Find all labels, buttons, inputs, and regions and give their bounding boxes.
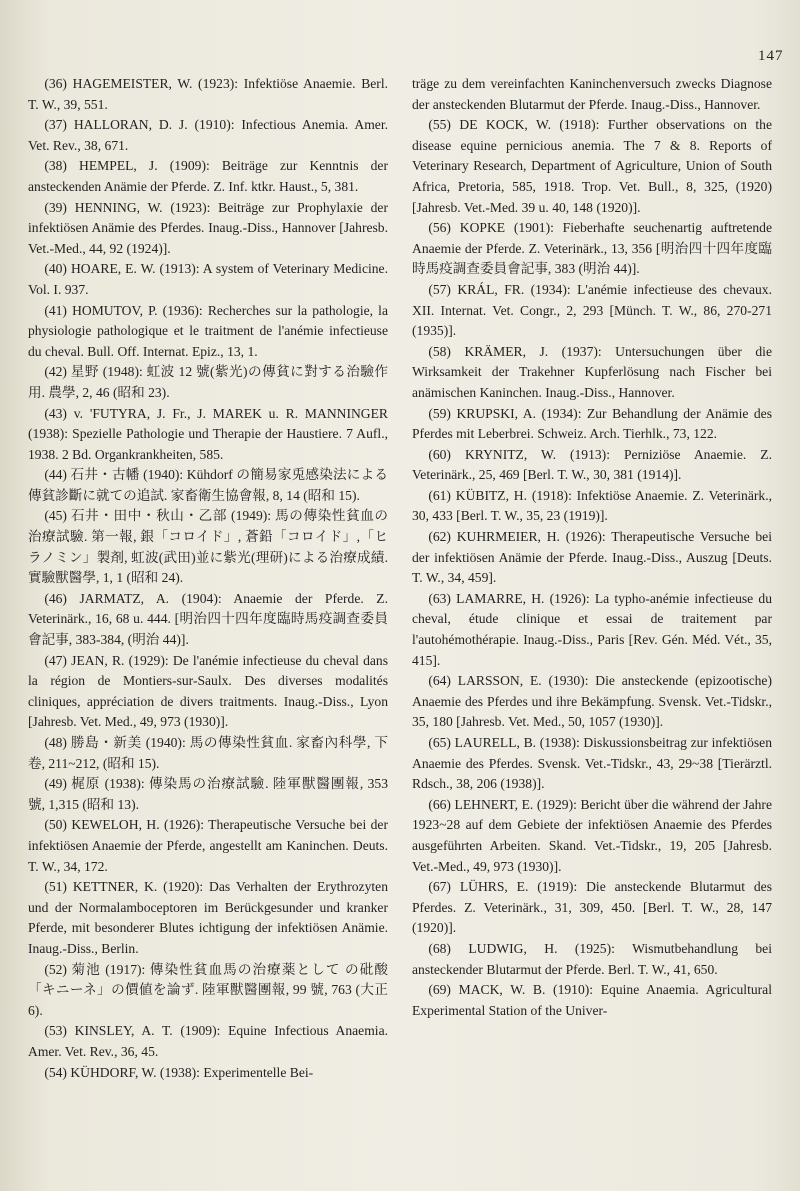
reference-67: (67) LÜHRS, E. (1919): Die ansteckende Blutarmut des Pferdes. Z. Veterinärk., 31, 309, 450. [Berl. T. W., 28, 147 (1920)].: [412, 879, 772, 936]
reference-50: (50) KEWELOH, H. (1926): Therapeutische Versuche bei der infektiösen Anaemie der Pferde, angestellt am Kaninchen. Deuts. T. W., 34, 172.: [28, 817, 388, 874]
reference-47: (47) JEAN, R. (1929): De l'anémie infectieuse du cheval dans la région de Montiers-sur-Saulx. Des diverses modalités cliniques, appréciation de divers traitments. Inaug.-Diss., Lyon [Jahresb. Vet. Med., 49, 973 (1930)].: [28, 652, 388, 730]
reference-54: (54) KÜHDORF, W. (1938): Experimentelle Bei-: [44, 1064, 314, 1080]
reference-59: (59) KRUPSKI, A. (1934): Zur Behandlung der Anämie des Pferdes mit Leberbrei. Schweiz. Arch. Tierhlk., 73, 122.: [412, 405, 772, 442]
reference-45: (45) 石井・田中・秋山・乙部 (1949): 馬の傳染性貧血の治療試驗. 第一報, 銀「コロイド」, 蒼鉛「コロイド」,「ヒラノミン」製剤, 虹波(武田)並に紫光(理研)による治療成績. 實驗獸醫學, 1, 1 (昭和 24).: [28, 508, 388, 586]
reference-36: (36) HAGEMEISTER, W. (1923): Infektiöse Anaemie. Berl. T. W., 39, 551.: [28, 76, 388, 112]
reference-46: (46) JARMATZ, A. (1904): Anaemie der Pferde. Z. Veterinärk., 16, 68 u. 444. [明治四十四年度臨時馬疫調查委員會記事, 383-384, (明治 44)].: [28, 590, 388, 648]
reference-42: (42) 星野 (1948): 虹波 12 號(紫光)の傳貧に對する治驗作用. 農學, 2, 46 (昭和 23).: [28, 364, 388, 400]
reference-52: (52) 菊池 (1917): 傳染性貧血馬の治療薬として の砒酸「キニーネ」の價値を論ず. 陸軍獸醫團報, 99 號, 763 (大正 6).: [28, 961, 388, 1018]
reference-66: (66) LEHNERT, E. (1929): Bericht über die während der Jahre 1923~28 auf dem Gebiete der infektiösen Anaemie des Pferdes ausgeführten Arbeiten. Skand. Vet.-Tidskr., 19, 205 [Jahresb. Vet.-Med., 49, 973 (1930)].: [412, 796, 772, 874]
right-column: [412, 74, 772, 1021]
reference-63: (63) LAMARRE, H. (1926): La typho-anémie infectieuse du cheval, étude clinique et essai de traitement par l'autohémothérapie. Inaug.-Diss., Paris [Rev. Gén. Méd. Vét., 35, 415].: [412, 590, 772, 668]
reference-65: (65) LAURELL, B. (1938): Diskussionsbeitrag zur infektiösen Anaemie des Pferdes. Svensk. Vet.-Tidskr., 43, 29~38 [Tierärztl. Rdsch., 38, 206 (1938)].: [412, 735, 772, 792]
reference-69: (69) MACK, W. B. (1910): Equine Anaemia. Agricultural Experimental Station of the Univer-: [412, 982, 772, 1018]
reference-62: (62) KUHRMEIER, H. (1926): Therapeutische Versuche bei der infektiösen Anämie der Pferde. Inaug.-Diss., Auszug [Deuts. T. W., 34, 459].: [412, 529, 772, 586]
reference-37: (37) HALLORAN, D. J. (1910): Infectious Anemia. Amer. Vet. Rev., 38, 671.: [28, 117, 388, 153]
reference-48: (48) 勝島・新美 (1940): 馬の傳染性貧血. 家畜內科學, 下卷, 211~212, (昭和 15).: [28, 735, 388, 771]
reference-40: (40) HOARE, E. W. (1913): A system of Veterinary Medicine. Vol. I. 937.: [28, 261, 388, 297]
reference-38: (38) HEMPEL, J. (1909): Beiträge zur Kenntnis der ansteckenden Anämie der Pferde. Z. Inf. ktkr. Haust., 5, 381.: [28, 158, 388, 194]
reference-41: (41) HOMUTOV, P. (1936): Recherches sur la pathologie, la physiologie pathologique et le traitment de l'anémie infectieuse du cheval. Bull. Off. Internat. Epiz., 13, 1.: [28, 302, 388, 359]
reference-44: (44) 石井・古幡 (1940): Kühdorf の簡易家兎感染法による傳貧診斷に就ての追試. 家畜衛生協會報, 8, 14 (昭和 15).: [28, 467, 388, 503]
reference-55: (55) DE KOCK, W. (1918): Further observations on the disease equine pernicious anemia. The 7 & 8. Reports of Veterinary Research, Department of Agriculture, Union of South Africa, Pretoria, 585, 1918. Trop. Vet. Bull., 8, 325, (1920) [Jahresb. Vet.-Med. 39 u. 40, 148 (1920)].: [412, 117, 772, 215]
reference-51: (51) KETTNER, K. (1920): Das Verhalten der Erythrozyten und der Normalamboceptoren im Berückgesunder und kranker Pferde, mit besonderer Blutes ichtigung der infektiösen Anämie. Inaug.-Diss., Berlin.: [28, 879, 388, 956]
reference-68: (68) LUDWIG, H. (1925): Wismutbehandlung bei ansteckender Blutarmut der Pferde. Berl. T. W., 41, 650.: [412, 940, 772, 977]
reference-53: (53) KINSLEY, A. T. (1909): Equine Infectious Anaemia. Amer. Vet. Rev., 36, 45.: [28, 1023, 388, 1059]
reference-49: (49) 梶原 (1938): 傳染馬の治療試驗. 陸軍獸醫團報, 353 號, 1,315 (昭和 13).: [28, 776, 388, 812]
reference-56: (56) KOPKE (1901): Fieberhafte seuchenartig auftretende Anaemie der Pferde. Z. Veterinärk., 13, 356 [明治四十四年度臨時馬疫調查委員會記事, 383 (明治 44)].: [412, 220, 772, 277]
reference-60: (60) KRYNITZ, W. (1913): Perniziöse Anaemie. Z. Veterinärk., 25, 469 [Berl. T. W., 30, 381 (1914)].: [412, 446, 772, 483]
page-number: 147: [758, 48, 784, 64]
reference-64: (64) LARSSON, E. (1930): Die ansteckende (epizootische) Anaemie des Pferdes und ihre Bekämpfung. Svensk. Vet.-Tidskr., 35, 180 [Jahresb. Vet. Med., 50, 1057 (1930)].: [412, 673, 772, 730]
reference-43: (43) v. 'FUTYRA, J. Fr., J. MAREK u. R. MANNINGER (1938): Spezielle Pathologie und Therapie der Haustiere. 7 Aufl., 1938. 2 Bd. Organkrankheiten, 585.: [28, 405, 388, 462]
reference-57: (57) KRÁL, FR. (1934): L'anémie infectieuse des chevaux. XII. Internat. Vet. Congr., 2, 293 [Münch. T. W., 86, 270-271 (1935)].: [412, 281, 772, 339]
reference-58: (58) KRÄMER, J. (1937): Untersuchungen über die Wirksamkeit der Trakehner Kupferlösung nach Fischer bei anämischen Kaninchen. Inaug.-Diss., Hannover.: [412, 343, 772, 400]
reference-61: (61) KÜBITZ, H. (1918): Infektiöse Anaemie. Z. Veterinärk., 30, 433 [Berl. T. W., 35, 23 (1919)].: [412, 487, 772, 524]
reference-39: (39) HENNING, W. (1923): Beiträge zur Prophylaxie der infektiösen Anämie des Pferdes. Inaug.-Diss., Hannover [Jahresb. Vet.-Med., 44, 92 (1924)].: [28, 199, 388, 256]
left-column: [28, 74, 388, 1083]
reference-54-continued: träge zu dem vereinfachten Kaninchenversuch zwecks Diagnose der ansteckenden Blutarmut der Pferde. Inaug.-Diss., Hannover.: [412, 76, 772, 112]
